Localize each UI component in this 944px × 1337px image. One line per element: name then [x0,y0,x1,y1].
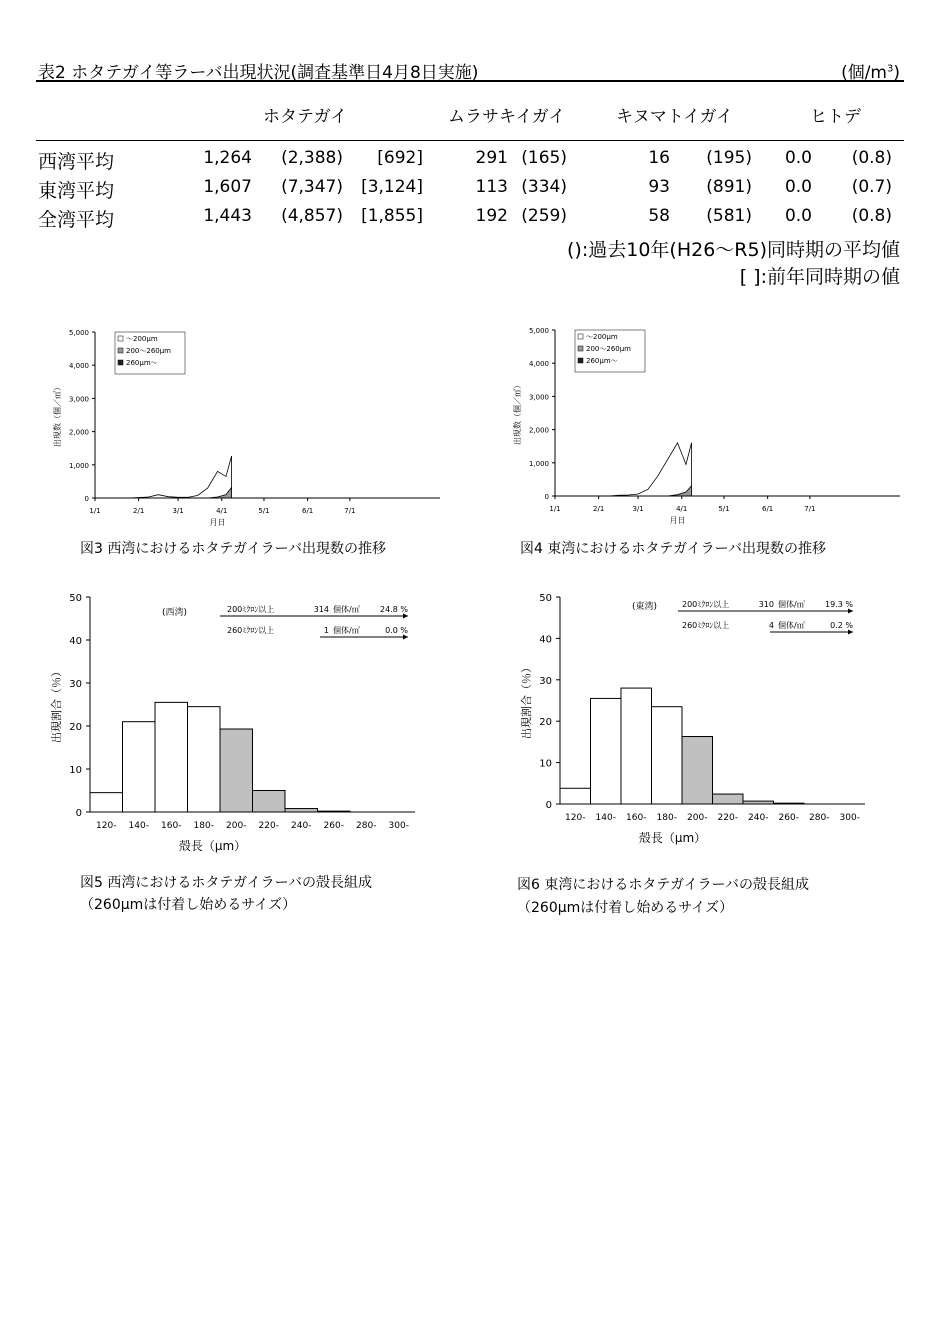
row-label: 全湾平均 [38,209,115,231]
annotation-pct: 0.0 % [385,626,408,635]
bar [220,729,253,812]
table-cell: (7,347) [281,177,343,197]
chart-east-bay-trend [500,318,920,528]
legend-swatch [578,346,583,351]
caption-fig6-note: （260μmは付着し始めるサイズ） [517,900,734,916]
y-tick-label: 40 [69,636,82,647]
legend-swatch [118,336,123,341]
header-rule [36,140,904,141]
table-title: 表2 ホタテガイ等ラーバ出現状況(調査基準日4月8日実施) [38,63,479,83]
bar [560,788,591,804]
col-header-hotategai: ホタテガイ [263,107,348,127]
annotation-count: 4 [768,621,774,630]
y-tick-label: 4,000 [68,362,89,371]
bar [285,809,318,812]
row-label: 西湾平均 [38,151,115,173]
legend-label: 260μm～ [126,359,158,367]
unit-label: (個$/m^3$) [841,63,900,83]
x-axis-label: 月日 [209,518,226,527]
bar [188,707,221,812]
table-cell: (581) [706,206,752,226]
table-cell: 16 [648,148,670,168]
x-tick-label: 160- [626,813,647,823]
table-cell: (891) [706,177,752,197]
table-cell: 291 [475,148,508,168]
chart-west-bay-shell-length [40,585,440,860]
table-cell: 0.0 [784,177,812,197]
annotation-unit: 個体/㎥ [778,621,805,630]
bar [682,737,713,804]
bar [90,793,123,812]
y-tick-label: 10 [539,758,552,770]
arrow-head-icon [403,614,408,619]
legend-swatch [578,334,583,339]
y-tick-label: 0 [75,808,82,819]
legend-label: ～200μm [126,335,158,343]
table-cell: 1,443 [203,206,252,226]
region-label: (東湾) [632,602,658,612]
legend-swatch [118,360,123,365]
caption-fig5: 図5 西湾におけるホタテガイラーバの殻長組成 [80,875,372,891]
table-cell: 0.0 [784,206,812,226]
y-axis-label: 出現割合（％） [50,666,63,743]
table-cell: 93 [648,177,670,197]
table-cell: 192 [475,206,508,226]
annotation-pct: 0.2 % [830,621,853,630]
x-tick-label: 3/1 [632,505,644,513]
table-cell: (4,857) [281,206,343,226]
table-cell: (165) [521,148,567,168]
x-tick-label: 240- [291,821,312,831]
top-rule [36,80,904,82]
arrow-head-icon [403,635,408,640]
table-cell: 1,264 [203,148,252,168]
bar [774,803,805,804]
col-header-hitode: ヒトデ [810,107,861,127]
x-tick-label: 280- [809,813,830,823]
x-tick-label: 5/1 [258,507,270,515]
row-label: 東湾平均 [38,180,115,202]
x-tick-label: 140- [128,821,149,831]
table-cell: (259) [521,206,567,226]
x-tick-label: 300- [388,821,409,831]
annotation-count: 314 [313,605,329,614]
x-axis-label: 殻長（μm） [638,831,707,845]
annotation-unit: 個体/㎥ [333,605,360,614]
annotation-label: 260ﾐｸﾛﾝ以上 [227,626,275,635]
annotation-pct: 19.3 % [825,600,853,609]
legend-label: 260μm～ [586,357,618,365]
annotation-label: 260ﾐｸﾛﾝ以上 [682,621,730,630]
x-tick-label: 260- [778,813,799,823]
x-tick-label: 180- [193,821,214,831]
x-tick-label: 1/1 [549,505,561,513]
x-tick-label: 140- [595,813,616,823]
table-cell: 1,607 [203,177,252,197]
bar [318,811,351,812]
y-tick-label: 3,000 [528,393,549,402]
table-cell: (195) [706,148,752,168]
y-axis-label: 出現割合（％） [520,662,533,739]
bar [123,722,156,812]
caption-fig3: 図3 西湾におけるホタテガイラーバ出現数の推移 [80,541,386,557]
annotation-unit: 個体/㎥ [333,626,360,635]
arrow-head-icon [848,609,853,614]
y-tick-label: 50 [539,593,552,604]
col-header-kinumatoigai: キヌマトイガイ [616,107,733,127]
annotation-label: 200ﾐｸﾛﾝ以上 [227,605,275,614]
y-tick-label: 5,000 [68,329,89,337]
annotation-count: 1 [323,626,329,635]
x-tick-label: 200- [687,813,708,823]
x-tick-label: 160- [161,821,182,831]
x-tick-label: 180- [656,813,677,823]
table-cell: [3,124] [361,177,423,197]
bar [713,794,744,804]
x-tick-label: 3/1 [172,507,184,515]
annotation-count: 310 [758,600,774,609]
y-tick-label: 1,000 [68,461,89,470]
y-axis-label: 出現数（個／㎥） [513,381,522,445]
table-cell: [1,855] [361,206,423,226]
x-tick-label: 220- [717,813,738,823]
table-cell: (0.8) [851,206,892,226]
x-tick-label: 300- [839,813,860,823]
y-tick-label: 4,000 [528,360,549,369]
table-cell: 0.0 [784,148,812,168]
y-tick-label: 2,000 [68,428,89,437]
x-tick-label: 7/1 [344,507,356,515]
table-cell: (2,388) [281,148,343,168]
bar [621,688,652,804]
y-tick-label: 5,000 [528,327,549,335]
x-axis-label: 殻長（μm） [178,839,247,853]
bar [253,791,286,813]
table-cell: (334) [521,177,567,197]
x-tick-label: 2/1 [133,507,145,515]
legend-label: 200～260μm [126,347,171,355]
x-tick-label: 5/1 [718,505,730,513]
y-tick-label: 1,000 [528,459,549,468]
x-tick-label: 120- [565,813,586,823]
x-tick-label: 7/1 [804,505,816,513]
y-tick-label: 3,000 [68,395,89,404]
x-tick-label: 200- [226,821,247,831]
caption-fig6: 図6 東湾におけるホタテガイラーバの殻長組成 [517,877,809,893]
annotation-label: 200ﾐｸﾛﾝ以上 [682,600,730,609]
y-tick-label: 30 [539,675,552,687]
x-tick-label: 6/1 [301,507,314,515]
y-tick-label: 30 [69,679,82,690]
legend-swatch [578,358,583,363]
table-cell: [692] [377,148,423,168]
x-axis-label: 月日 [669,516,686,525]
x-tick-label: 280- [356,821,377,831]
chart-east-bay-shell-length [515,585,895,860]
y-tick-label: 40 [539,634,552,646]
annotation-pct: 24.8 % [380,605,408,614]
x-tick-label: 220- [258,821,279,831]
table-cell: (0.7) [851,177,892,197]
caption-fig5-note: （260μmは付着し始めるサイズ） [80,897,297,913]
x-tick-label: 1/1 [89,507,101,515]
bar [652,707,683,804]
y-tick-label: 2,000 [528,426,549,435]
series-1-area [555,443,692,496]
y-tick-label: 0 [544,493,549,501]
bar [155,702,188,812]
x-tick-label: 240- [748,813,769,823]
y-tick-label: 20 [69,722,82,733]
legend-swatch [118,348,123,353]
y-tick-label: 0 [84,495,89,503]
note-prev-year: [ ]:前年同時期の値 [739,266,900,288]
table-cell: 113 [475,177,508,197]
series-1-area [95,456,232,498]
col-header-murasakiigai: ムラサキイガイ [448,107,566,127]
y-tick-label: 10 [69,765,82,776]
y-tick-label: 50 [69,593,82,604]
x-tick-label: 6/1 [761,505,774,513]
x-tick-label: 260- [323,821,344,831]
x-tick-label: 4/1 [216,507,228,515]
note-average: ():過去10年(H26～R5)同時期の平均値 [567,239,900,261]
y-axis-label: 出現数（個／㎥） [53,383,62,447]
y-tick-label: 0 [545,800,552,811]
bar [743,801,774,804]
region-label: (西湾) [162,608,188,618]
table-cell: (0.8) [851,148,892,168]
bar [591,698,622,804]
legend-label: ～200μm [586,333,618,341]
x-tick-label: 2/1 [593,505,605,513]
legend-label: 200～260μm [586,345,631,353]
table-cell: 58 [648,206,670,226]
chart-west-bay-trend [40,320,460,530]
x-tick-label: 120- [96,821,117,831]
caption-fig4: 図4 東湾におけるホタテガイラーバ出現数の推移 [520,541,826,557]
x-tick-label: 4/1 [676,505,688,513]
annotation-unit: 個体/㎥ [778,600,805,609]
arrow-head-icon [848,630,853,635]
y-tick-label: 20 [539,717,552,729]
